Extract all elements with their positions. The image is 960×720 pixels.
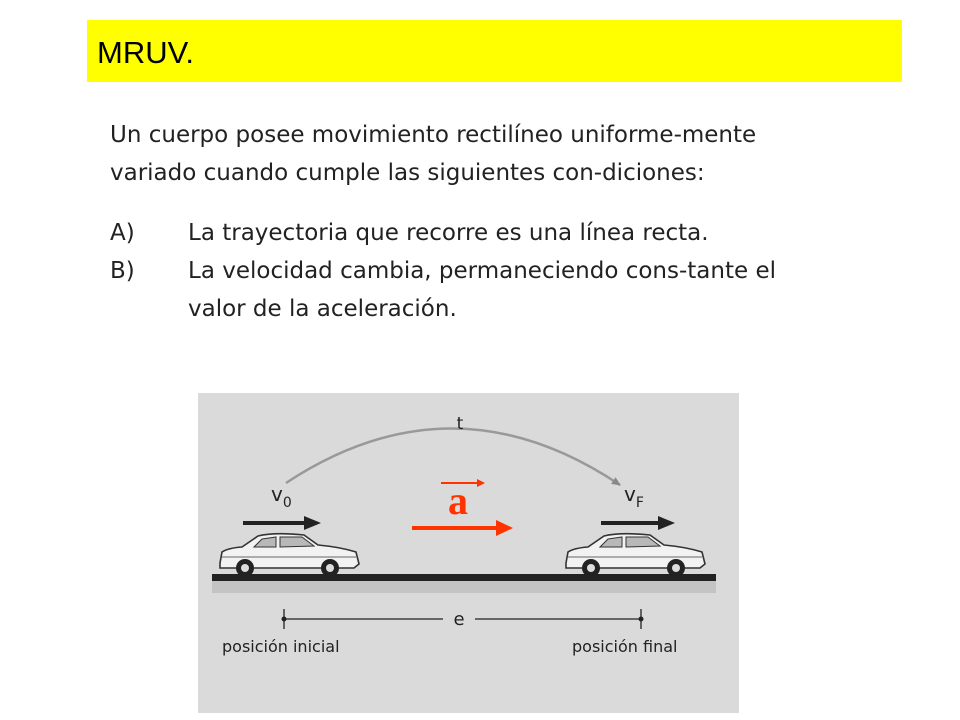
motion-diagram [198, 393, 739, 713]
title-bar [87, 20, 902, 82]
vf-subscript: F [635, 495, 644, 511]
road-shadow [212, 581, 716, 593]
page-title: MRUV. [97, 35, 195, 70]
v0-symbol: v [271, 482, 283, 506]
intro-paragraph: Un cuerpo posee movimiento rectilíneo uniforme-mente variado cuando cumple las siguientes con-diciones: [110, 122, 757, 186]
distance-label: e [453, 609, 465, 630]
car-end-icon [566, 534, 705, 577]
end-position-label: posición final [572, 637, 678, 656]
car-start-icon [220, 534, 359, 577]
conditions-list [110, 214, 830, 328]
condition-text: La velocidad cambia, permaneciendo cons-tante el valor de la aceleración. [188, 258, 776, 322]
definition-text [110, 116, 830, 328]
condition-item [110, 214, 830, 252]
condition-letter: A) [110, 220, 135, 246]
time-label: t [456, 414, 464, 434]
time-arc [286, 428, 620, 485]
acceleration-label: a [448, 478, 468, 523]
vf-label [624, 482, 644, 511]
road [212, 574, 716, 581]
v0-subscript: 0 [282, 495, 292, 511]
condition-text: La trayectoria que recorre es una línea recta. [188, 220, 709, 246]
condition-item [110, 252, 830, 328]
vf-symbol: v [624, 482, 636, 506]
acceleration-vector [412, 478, 513, 536]
motion-diagram-svg [198, 393, 739, 713]
v0-arrow [243, 516, 321, 530]
condition-letter: B) [110, 258, 135, 284]
vf-arrow [601, 516, 675, 530]
v0-label [271, 482, 292, 511]
start-position-label: posición inicial [222, 637, 340, 656]
